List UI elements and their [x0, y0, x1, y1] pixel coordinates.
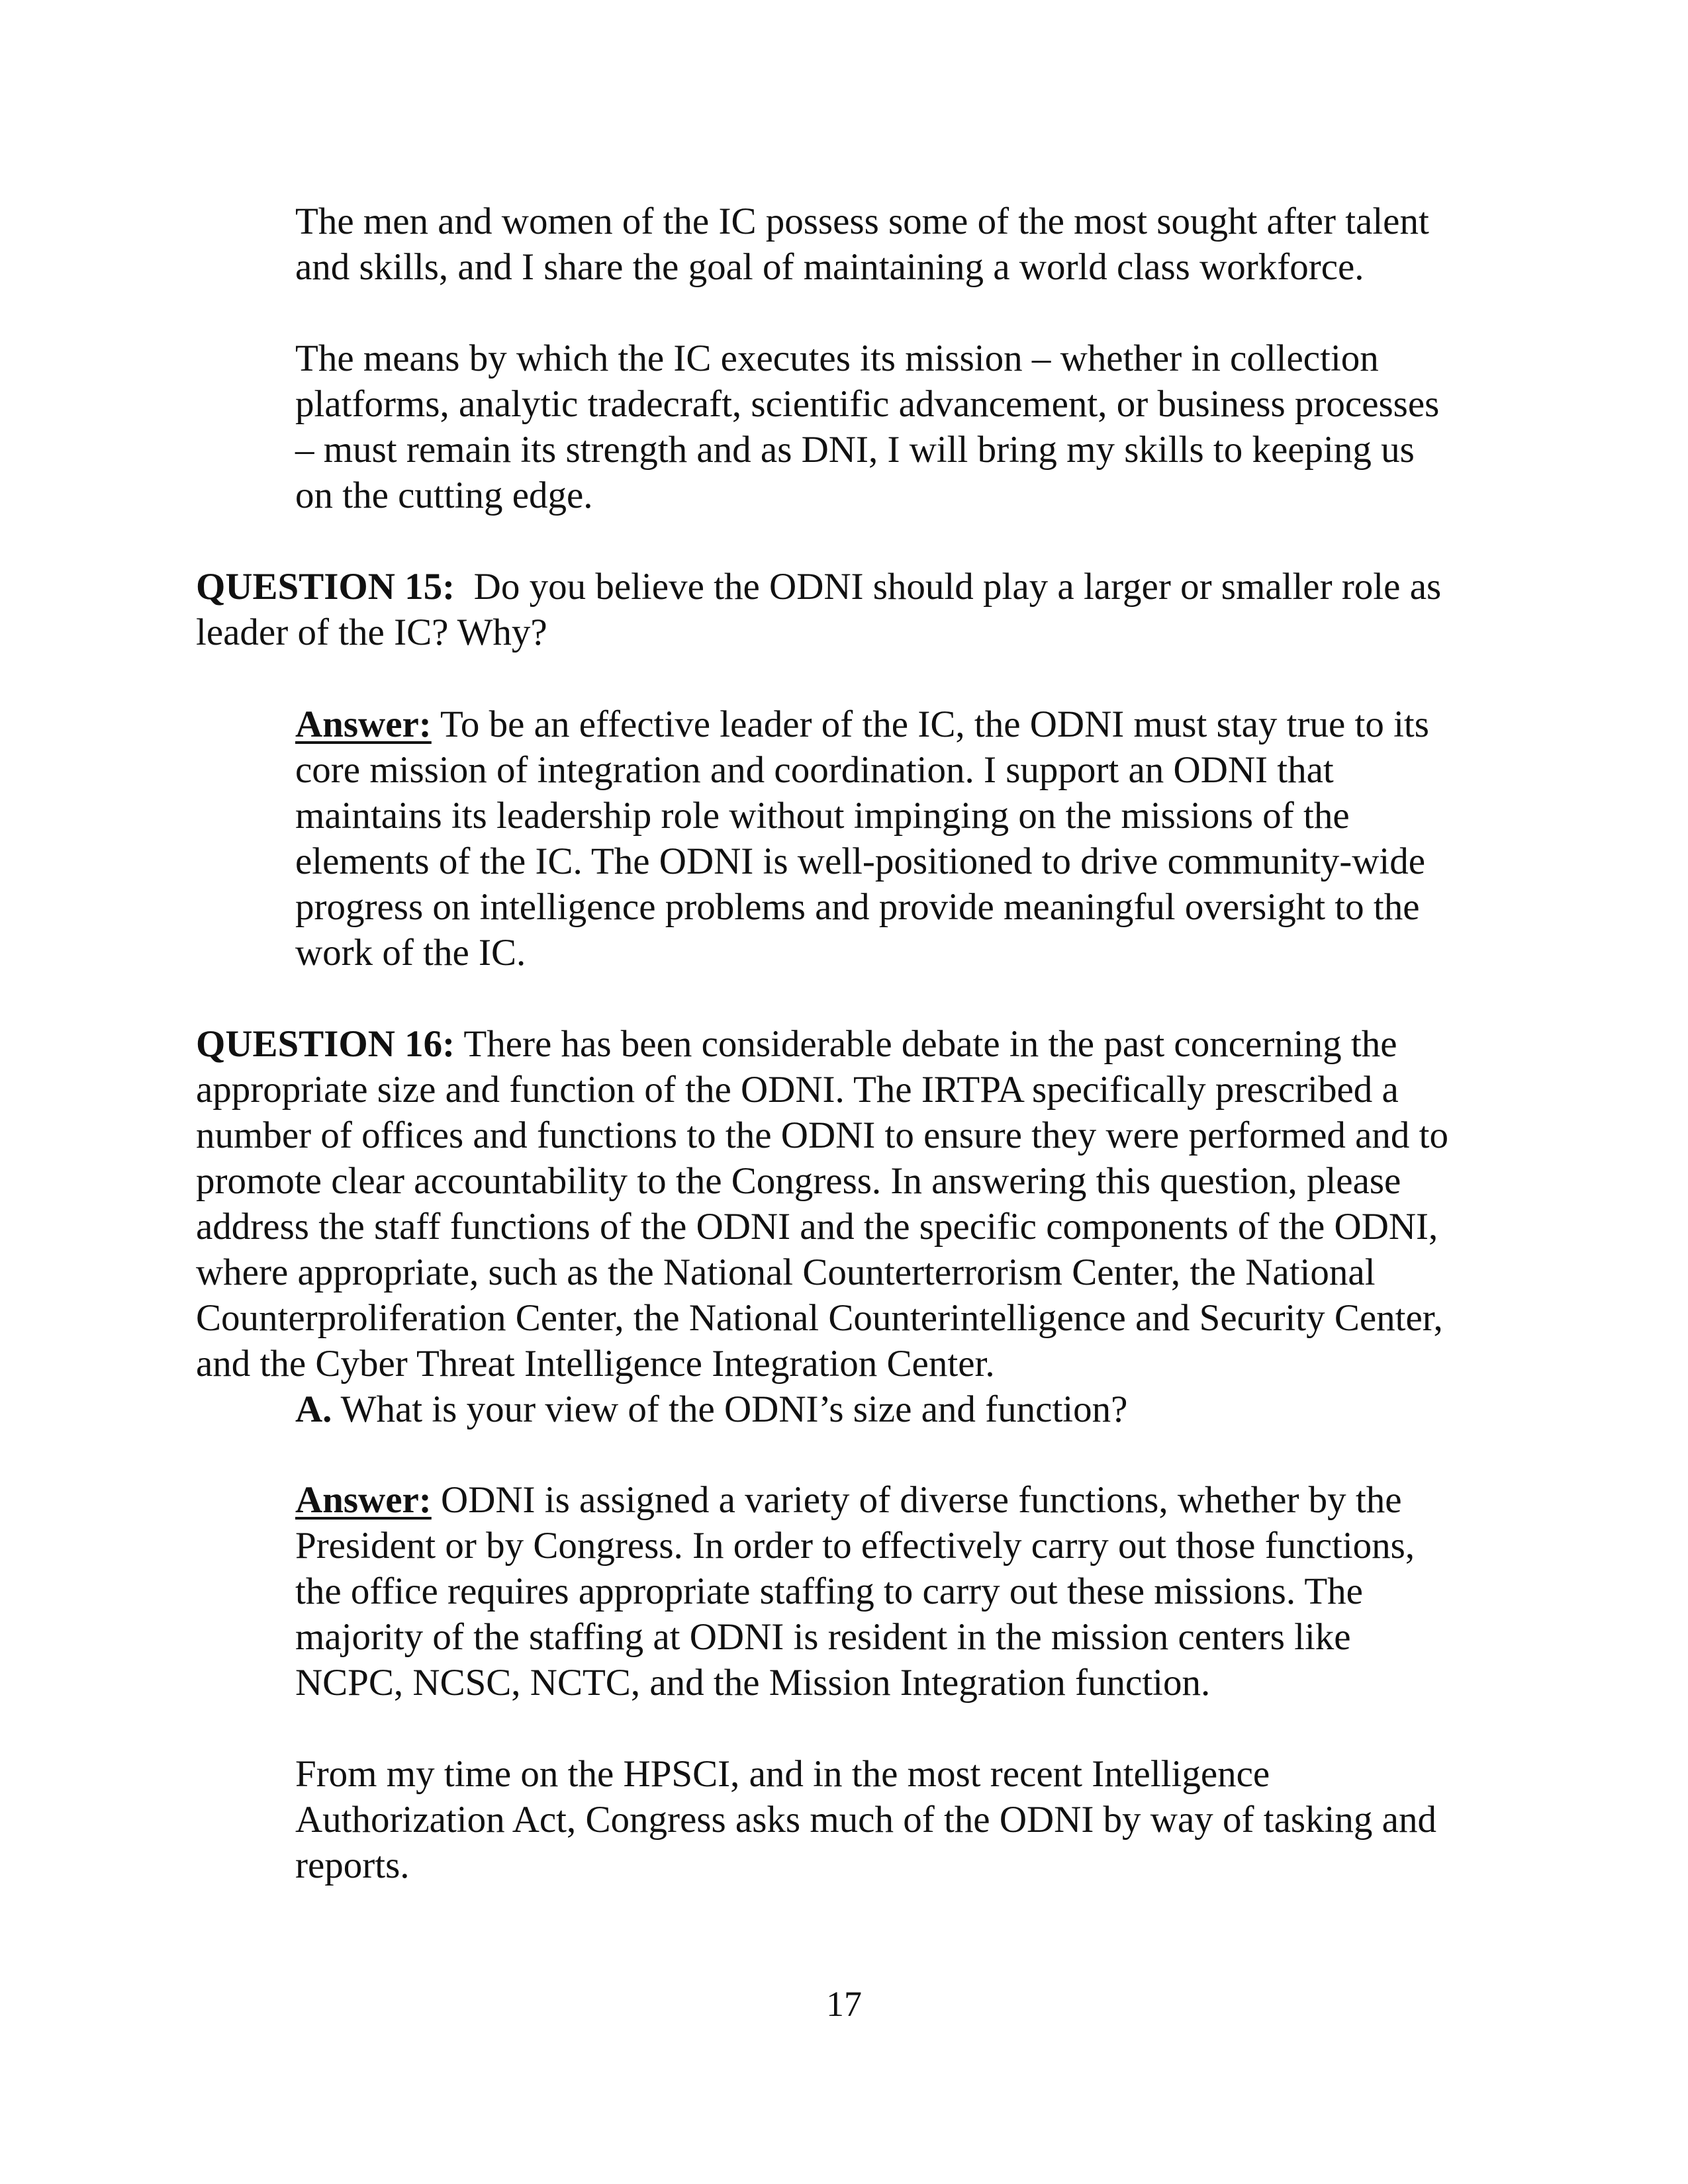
answer-16-line-1	[295, 1477, 1415, 1523]
answer-16-text: ODNI is assigned a variety of diverse functions, whether by the	[441, 1479, 1402, 1521]
intro-paragraph-2	[295, 336, 1439, 518]
text-line: appropriate size and function of the ODNI. The IRTPA specifically prescribed a	[196, 1069, 1399, 1111]
text-line: President or by Congress. In order to effectively carry out those functions,	[295, 1525, 1415, 1567]
text-line: address the staff functions of the ODNI and the specific components of the ODNI,	[196, 1206, 1438, 1248]
text-line: work of the IC.	[295, 932, 526, 974]
answer-15-text: To be an effective leader of the IC, the ODNI must stay true to its	[440, 704, 1429, 745]
sub-question-line	[295, 1387, 1127, 1432]
text-line: The means by which the IC executes its mission – whether in collection	[295, 338, 1379, 379]
text-line: majority of the staffing at ODNI is resident in the mission centers like	[295, 1616, 1351, 1658]
answer-16	[295, 1477, 1415, 1706]
question-16	[196, 1021, 1448, 1387]
question-15	[196, 564, 1441, 655]
text-line: Counterproliferation Center, the National Counterintelligence and Security Center,	[196, 1297, 1443, 1339]
text-line: the office requires appropriate staffing to carry out these missions. The	[295, 1570, 1363, 1612]
question-16-line-1	[196, 1021, 1448, 1067]
text-line: number of offices and functions to the ODNI to ensure they were performed and to	[196, 1115, 1449, 1156]
question-16-label: QUESTION 16:	[196, 1023, 455, 1065]
text-line: and skills, and I share the goal of maintaining a world class workforce.	[295, 246, 1364, 288]
question-15-text: Do you believe the ODNI should play a larger or smaller role as	[473, 566, 1442, 608]
text-line: – must remain its strength and as DNI, I will bring my skills to keeping us	[295, 429, 1415, 471]
text-line: Authorization Act, Congress asks much of the ODNI by way of tasking and	[295, 1799, 1436, 1841]
text-line: maintains its leadership role without impinging on the missions of the	[295, 795, 1350, 837]
text-line: leader of the IC? Why?	[196, 612, 547, 653]
text-line: elements of the IC. The ODNI is well-positioned to drive community-wide	[295, 841, 1426, 882]
text-line: core mission of integration and coordination. I support an ODNI that	[295, 749, 1334, 791]
text-line: progress on intelligence problems and provide meaningful oversight to the	[295, 886, 1420, 928]
text-line: NCPC, NCSC, NCTC, and the Mission Integration function.	[295, 1662, 1211, 1704]
answer-16-followup	[295, 1751, 1436, 1888]
question-15-label: QUESTION 15:	[196, 566, 455, 608]
text-line: on the cutting edge.	[295, 475, 593, 516]
answer-16-label: Answer:	[295, 1479, 432, 1521]
text-line: where appropriate, such as the National Counterterrorism Center, the National	[196, 1251, 1376, 1293]
page-number: 17	[826, 1984, 862, 2024]
text-line: promote clear accountability to the Congress. In answering this question, please	[196, 1160, 1401, 1202]
answer-15-line-1	[295, 702, 1429, 747]
answer-15	[295, 702, 1429, 976]
question-15-line-1	[196, 564, 1441, 610]
text-line: From my time on the HPSCI, and in the most recent Intelligence	[295, 1753, 1270, 1795]
intro-paragraph-1	[295, 199, 1429, 290]
text-line: The men and women of the IC possess some of the most sought after talent	[295, 201, 1429, 242]
question-16-sub-a	[295, 1387, 1127, 1432]
answer-15-label: Answer:	[295, 704, 432, 745]
text-line: reports.	[295, 1844, 410, 1886]
sub-question-a-label: A.	[295, 1388, 332, 1430]
text-line: and the Cyber Threat Intelligence Integration Center.	[196, 1343, 995, 1385]
text-line: platforms, analytic tradecraft, scientific advancement, or business processes	[295, 383, 1440, 425]
question-16-text: There has been considerable debate in the past concerning the	[463, 1023, 1397, 1065]
sub-question-a-text: What is your view of the ODNI’s size and function?	[340, 1388, 1128, 1430]
